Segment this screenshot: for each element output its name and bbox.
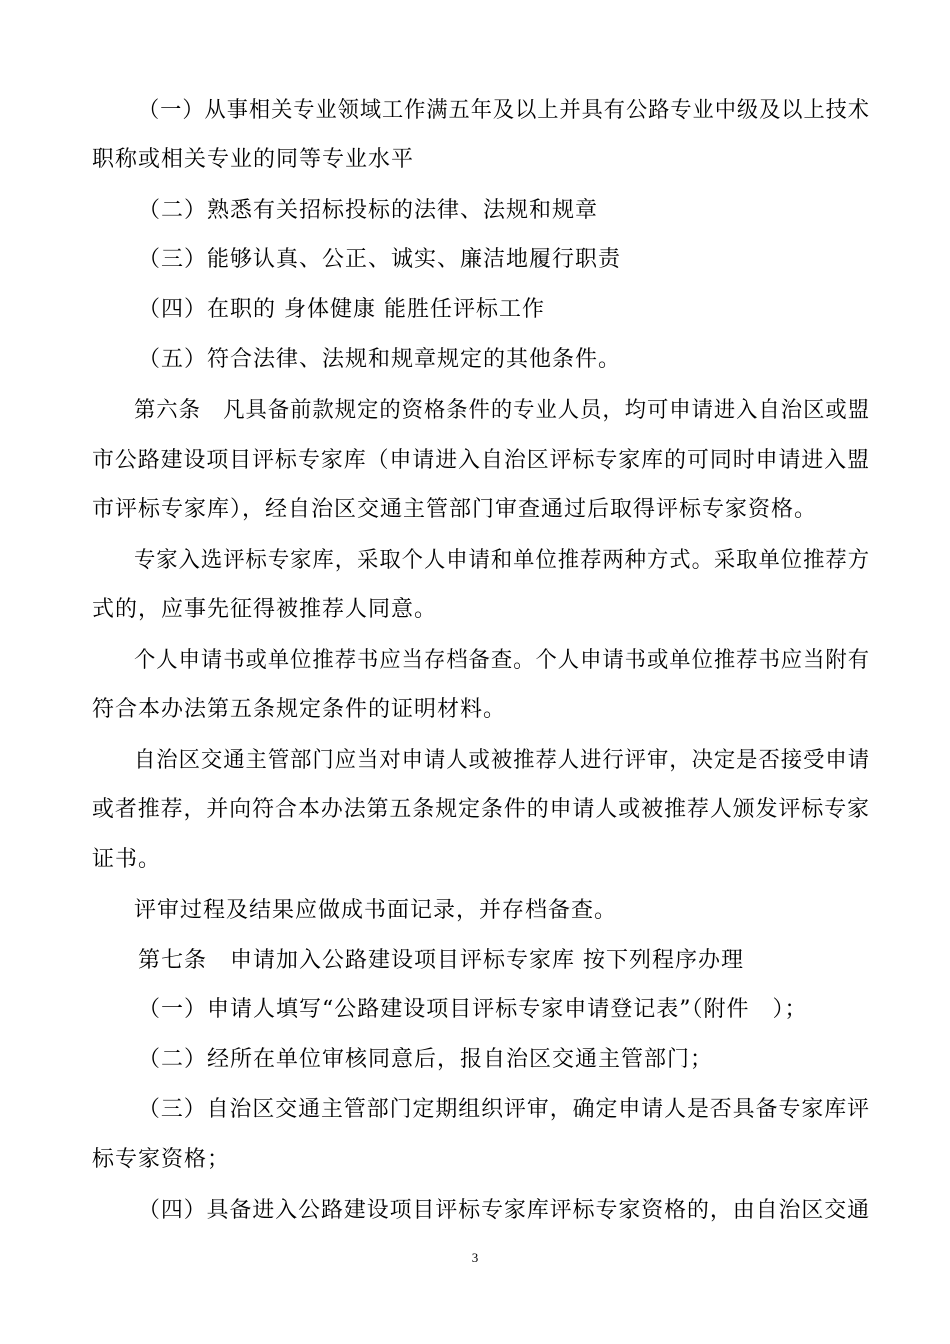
page-number: 3 xyxy=(471,1250,479,1265)
text-line: （一）从事相关专业领域工作满五年及以上并具有公路专业中级及以上技术 xyxy=(138,98,870,123)
text-line: （二）经所在单位审核同意后，报自治区交通主管部门； xyxy=(138,1047,714,1072)
text-line: 证书。 xyxy=(92,847,162,872)
text-line: 专家入选评标专家库，采取个人申请和单位推荐两种方式。采取单位推荐方 xyxy=(134,548,871,573)
text-line: 职称或相关专业的同等专业水平 xyxy=(92,147,415,172)
text-line: 第六条 凡具备前款规定的资格条件的专业人员，均可申请进入自治区或盟 xyxy=(134,398,871,423)
text-line: 符合本办法第五条规定条件的证明材料。 xyxy=(92,697,507,722)
text-line: 第七条 申请加入公路建设项目评标专家库 按下列程序办理 xyxy=(138,948,744,973)
text-line: （五）符合法律、法规和规章规定的其他条件。 xyxy=(138,347,622,372)
text-line: 式的，应事先征得被推荐人同意。 xyxy=(92,597,438,622)
text-line: （三）自治区交通主管部门定期组织评审，确定申请人是否具备专家库评 xyxy=(138,1097,870,1122)
text-line: 或者推荐，并向符合本办法第五条规定条件的申请人或被推荐人颁发评标专家 xyxy=(92,797,871,822)
text-line: 市公路建设项目评标专家库（申请进入自治区评标专家库的可同时申请进入盟 xyxy=(92,448,871,473)
text-line: 个人申请书或单位推荐书应当存档备查。个人申请书或单位推荐书应当附有 xyxy=(134,648,871,673)
text-line: 市评标专家库），经自治区交通主管部门审查通过后取得评标专家资格。 xyxy=(92,497,818,522)
text-line: （四）在职的 身体健康 能胜任评标工作 xyxy=(138,297,545,322)
text-line: 自治区交通主管部门应当对申请人或被推荐人进行评审，决定是否接受申请 xyxy=(134,748,871,773)
text-line: （一）申请人填写“公路建设项目评标专家申请登记表”（附件 ）； xyxy=(138,997,808,1022)
text-line: 评审过程及结果应做成书面记录，并存档备查。 xyxy=(134,898,618,923)
text-line: （三）能够认真、公正、诚实、廉洁地履行职责 xyxy=(138,247,622,272)
text-line: （二）熟悉有关招标投标的法律、法规和规章 xyxy=(138,198,599,223)
text-line: （四）具备进入公路建设项目评标专家库评标专家资格的，由自治区交通 xyxy=(138,1198,870,1223)
text-line: 标专家资格； xyxy=(92,1147,231,1172)
